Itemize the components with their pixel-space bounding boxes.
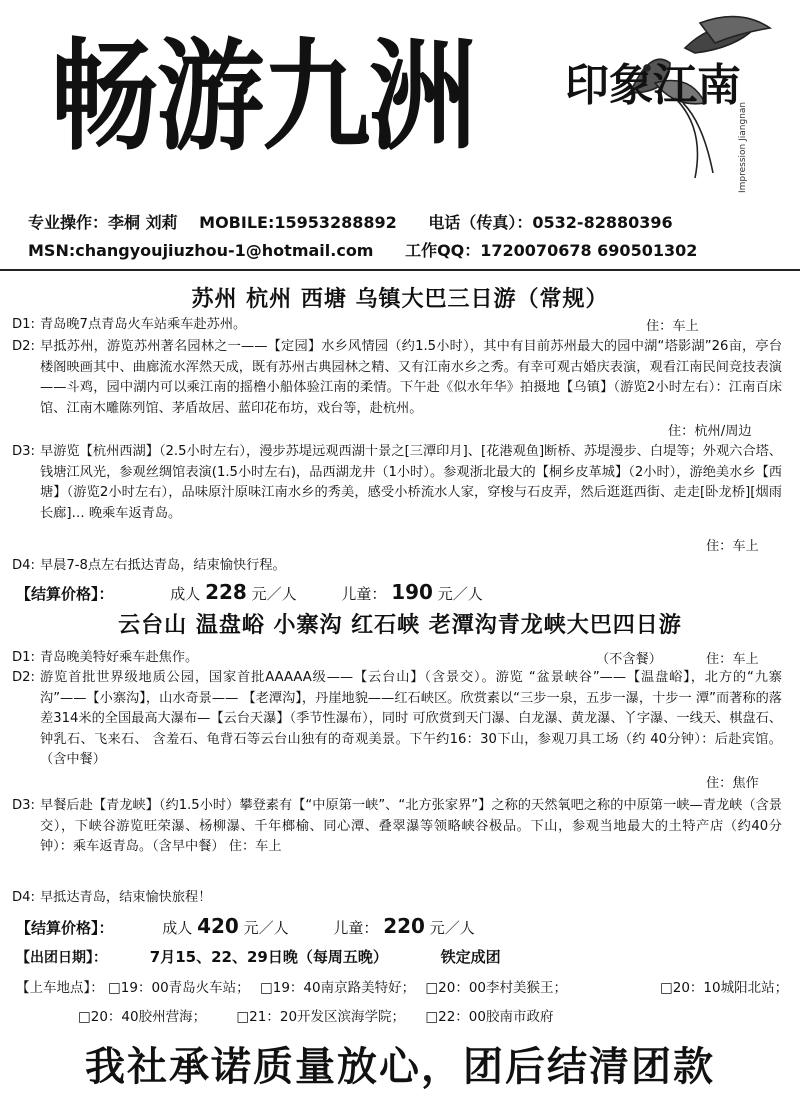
route2-day2 [12,668,782,771]
brand-header [20,12,580,182]
child-price: 220 [383,914,425,938]
route2-title: 云台山 温盘峪 小寨沟 红石峡 老潭沟青龙峡大巴四日游 [118,613,682,638]
day-label: D2: [12,339,35,354]
pickup-point: □21：20开发区滨海学院； [236,1009,406,1025]
phone-fax: 电话（传真）：0532-82880396 [428,213,673,232]
day-label: D2: [12,670,35,685]
route1-title: 苏州 杭州 西塘 乌镇大巴三日游（常规） [191,287,609,312]
price-label: 【结算价格】： [16,585,114,603]
brand-title: 畅游九洲 [50,26,475,167]
adult-unit: 元／人 [243,919,289,937]
departure-dates: 7月15、22、29日晚（每周五晚） [149,948,388,966]
adult-unit: 元／人 [251,585,297,603]
route2-day1-meal: （不含餐） [596,652,662,667]
mobile: MOBILE:15953288892 [199,213,397,232]
departure-line [16,946,501,967]
route1-price [16,580,483,604]
route1-day2-stay: 住：杭州/周边 [668,424,752,439]
adult-price: 228 [205,580,247,604]
route2-day3 [12,796,782,858]
pickup-point: □19：40南京路美特好； [259,980,416,996]
ops-label: 专业操作：李桐 刘莉 [28,213,178,232]
day-label: D4: [12,558,35,573]
msn: MSN:changyoujiuzhou-1@hotmail.com [28,241,374,260]
header-divider [0,269,800,271]
logo-subtitle: Impression Jiangnan [738,101,748,193]
day-text: 早抵苏州，游览苏州著名园林之一——【定园】水乡风情园（约1.5小时），其中有目前苏州最大的园中湖“塔影湖”26亩，亭台楼阁映画其中、曲廊流水浑然天成，既有苏州古典园林之精、又有江南水乡之秀。有幸可观古婚庆表演，观看江南民间竞技表演——斗鸡，园中湖内可以乘江南的摇橹小船体验江南的柔情。下午赴《似水年华》拍摄地【乌镇】（游览2小时左右）：江南百床馆、江南木雕陈列馆、茅盾故居、蓝印花布坊，戏台等，赴杭州。 [40,339,782,416]
child-price: 190 [391,580,433,604]
child-label: 儿童： [341,585,387,603]
pickup-line-1 [16,976,567,996]
pickup-line-2 [16,1005,553,1025]
day-text: 早晨7-8点左右抵达青岛，结束愉快行程。 [40,558,286,573]
day-text: 早抵达青岛，结束愉快旅程！ [40,890,212,905]
slogan: 我社承诺质量放心，团后结清团款 [85,1043,715,1090]
adult-label: 成人 [162,919,193,937]
route2-day2-stay: 住：焦作 [706,776,759,791]
day-text: 游览首批世界级地质公园，国家首批AAAAA级——【云台山】（含景交）。游览 “盆景峡谷”——【温盘峪】，北方的“九寨沟”——【小寨沟】，山水奇景—— 【老潭沟】，丹崖地貌——红石峡区。欣赏素以“三步一泉，五步一瀑，十步一 潭”而著称的落差314米的全国最高大瀑布—【云台天瀑】（季节性瀑布），同时 可欣赏到天门瀑、白龙瀑、黄龙瀑、丫字瀑、一线天、棋盘石、钟乳石、飞来石、 含羞石、龟背石等云台山独有的奇观美景。下午约16：30下山，参观刀具工场（约 40分钟）：后赴宾馆。（含中餐） [40,670,782,768]
adult-price: 420 [197,914,239,938]
route2-price [16,914,475,938]
day-label: D4: [12,890,35,905]
route1-day3-stay: 住：车上 [706,539,759,554]
day-text: 早游览【杭州西湖】（2.5小时左右），漫步苏堤远观西湖十景之[三潭印月]、[花港观鱼]断桥、苏堤漫步、白堤等；外观六合塔、钱塘江风光，参观丝绸馆表演(1.5小时左右)，品西湖龙井（1小时）。参观浙北最大的【桐乡皮革城】（2小时），游绝美水乡【西塘】（游览2小时左右），品味原汁原味江南水乡的秀美，感受小桥流水人家，穿梭与石皮弄，然后逛逛西街、走走[卧龙桥][烟雨长廊]… 晚乘车返青岛。 [40,444,782,521]
pickup-point-wrap [660,976,788,996]
price-label: 【结算价格】： [16,919,114,937]
pickup-point: □20：40胶州营海； [78,1009,207,1025]
child-unit: 元／人 [429,919,475,937]
pickup-point: □19：00青岛火车站； [108,980,250,996]
child-label: 儿童： [333,919,379,937]
departure-label: 【出团日期】： [16,950,107,966]
contact-line-1 [28,210,673,233]
adult-label: 成人 [170,585,201,603]
child-unit: 元／人 [437,585,483,603]
route1-day3 [12,442,782,524]
impression-jiangnan-logo [535,8,785,198]
route2-day4 [12,888,782,909]
route2-day1-stay: 住：车上 [706,652,759,667]
day-label: D3: [12,798,35,813]
route1-day1-stay: 住：车上 [646,319,699,334]
day-label: D3: [12,444,35,459]
pickup-point: □22：00胶南市政府 [425,1009,554,1025]
pickup-label: 【上车地点】： [16,980,104,996]
day-label: D1: [12,650,35,665]
pickup-point: □20：00李村美猴王； [425,980,568,996]
logo-text: 印象江南 [565,60,741,111]
work-qq: 工作QQ：1720070678 690501302 [405,241,698,260]
day-text: 青岛晚7点青岛火车站乘车赴苏州。 [40,317,247,332]
day-text: 青岛晚美特好乘车赴焦作。 [40,650,199,665]
route1-day4 [12,556,782,577]
day-text: 早餐后赴【青龙峡】（约1.5小时）攀登素有【“中原第一峡”、“北方张家界”】之称的天然氧吧之称的中原第一峡—青龙峡（含景交），下峡谷游览旺荣瀑、杨柳瀑、千年榔榆、同心潭、叠翠瀑等领略峡谷极品。下山，参观当地最大的土特产店（约40分钟）：乘车返青岛。（含早中餐） 住：车上 [40,798,782,855]
route2-day1 [12,648,782,669]
pickup-point: □20：10城阳北站； [660,980,789,996]
guarantee-text: 铁定成团 [440,948,501,966]
day-label: D1: [12,317,35,332]
contact-line-2 [28,238,697,261]
route1-day2 [12,337,782,419]
